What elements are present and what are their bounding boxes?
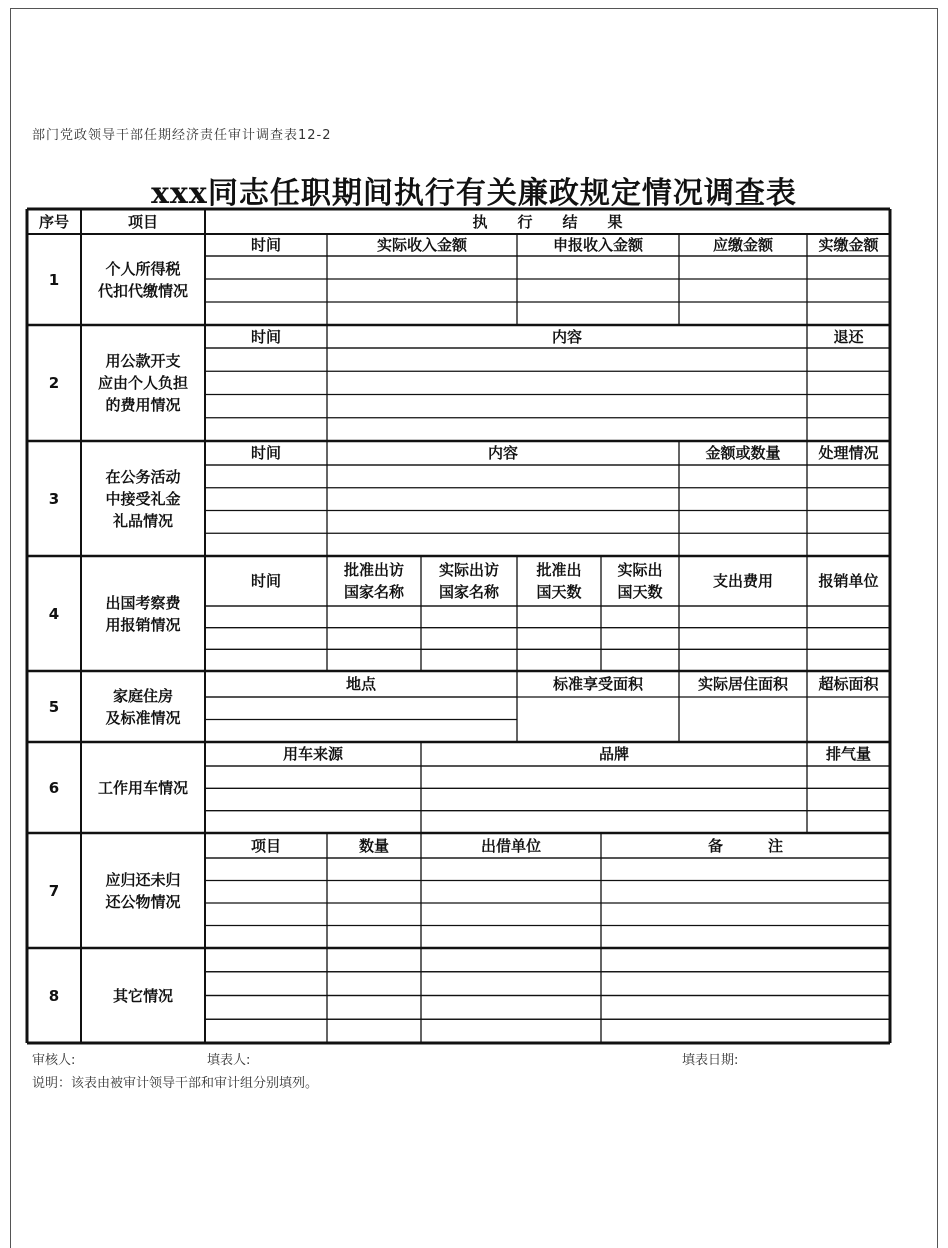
section-4-seq: 4 <box>48 604 60 623</box>
section-6-col-1: 用车来源 <box>282 745 343 763</box>
section-3-seq: 3 <box>48 489 60 508</box>
section-7-col-2: 数量 <box>358 836 389 855</box>
header-seq: 序号 <box>38 212 69 231</box>
auditor-label: 审核人: <box>32 1053 76 1068</box>
section-4-col-5: 实际出 国天数 <box>617 561 663 601</box>
header-result: 执 行 结 果 <box>472 212 623 231</box>
section-7-col-4: 备 注 <box>707 836 783 855</box>
section-1-seq: 1 <box>48 270 60 289</box>
section-5-item: 家庭住房 及标准情况 <box>105 686 181 727</box>
section-3-item: 在公务活动 中接受礼金 礼品情况 <box>105 467 181 530</box>
section-6-seq: 6 <box>48 778 60 797</box>
section-4-col-7: 报销单位 <box>818 572 879 590</box>
section-2-item: 用公款开支 应由个人负担 的费用情况 <box>97 352 188 414</box>
section-4-col-1: 时间 <box>250 572 281 590</box>
section-1-col-2: 实际收入金额 <box>376 236 467 254</box>
section-3-col-3: 金额或数量 <box>705 444 781 462</box>
section-7-item: 应归还未归 还公物情况 <box>105 870 181 911</box>
section-2-col-1: 时间 <box>250 327 281 346</box>
section-1-col-5: 实缴金额 <box>818 236 879 254</box>
section-5-col-3: 实际居住面积 <box>697 675 788 693</box>
section-3-col-4: 处理情况 <box>818 444 879 462</box>
section-3-col-1: 时间 <box>250 444 281 462</box>
section-6-col-2: 品牌 <box>598 745 629 763</box>
section-7-seq: 7 <box>48 881 60 900</box>
section-6-item: 工作用车情况 <box>97 778 188 797</box>
footnote: 说明：该表由被审计领导干部和审计组分别填列。 <box>32 1076 319 1091</box>
section-4-col-4: 批准出 国天数 <box>536 561 582 601</box>
section-1-col-4: 应缴金额 <box>712 236 773 254</box>
section-2-col-3: 退还 <box>833 327 864 346</box>
form-number-note: 部门党政领导干部任期经济责任审计调查表12-2 <box>32 128 332 143</box>
header-item: 项目 <box>127 212 158 231</box>
fill-date-label: 填表日期: <box>682 1053 739 1068</box>
section-2-col-2: 内容 <box>551 327 582 346</box>
section-4-col-2: 批准出访 国家名称 <box>343 561 404 601</box>
section-3-col-2: 内容 <box>487 444 518 462</box>
section-1-item: 个人所得税 代扣代缴情况 <box>97 259 188 300</box>
section-7-col-1: 项目 <box>250 836 281 855</box>
filler-label: 填表人: <box>207 1053 251 1068</box>
section-4-col-6: 支出费用 <box>712 572 773 590</box>
section-5-seq: 5 <box>48 697 60 716</box>
section-8-item: 其它情况 <box>112 986 173 1005</box>
section-1-col-3: 申报收入金额 <box>552 236 643 254</box>
section-6-col-3: 排气量 <box>825 745 871 763</box>
section-5-col-1: 地点 <box>345 675 376 693</box>
section-5-col-4: 超标面积 <box>818 675 879 693</box>
section-4-col-3: 实际出访 国家名称 <box>438 561 499 601</box>
document-title: xxx同志任职期间执行有关廉政规定情况调查表 <box>151 176 797 211</box>
section-5-col-2: 标准享受面积 <box>552 675 643 693</box>
section-2-seq: 2 <box>48 374 60 392</box>
section-1-col-1: 时间 <box>250 236 281 254</box>
section-7-col-3: 出借单位 <box>480 836 541 855</box>
section-8-seq: 8 <box>48 986 60 1005</box>
section-4-item: 出国考察费 用报销情况 <box>105 593 181 634</box>
